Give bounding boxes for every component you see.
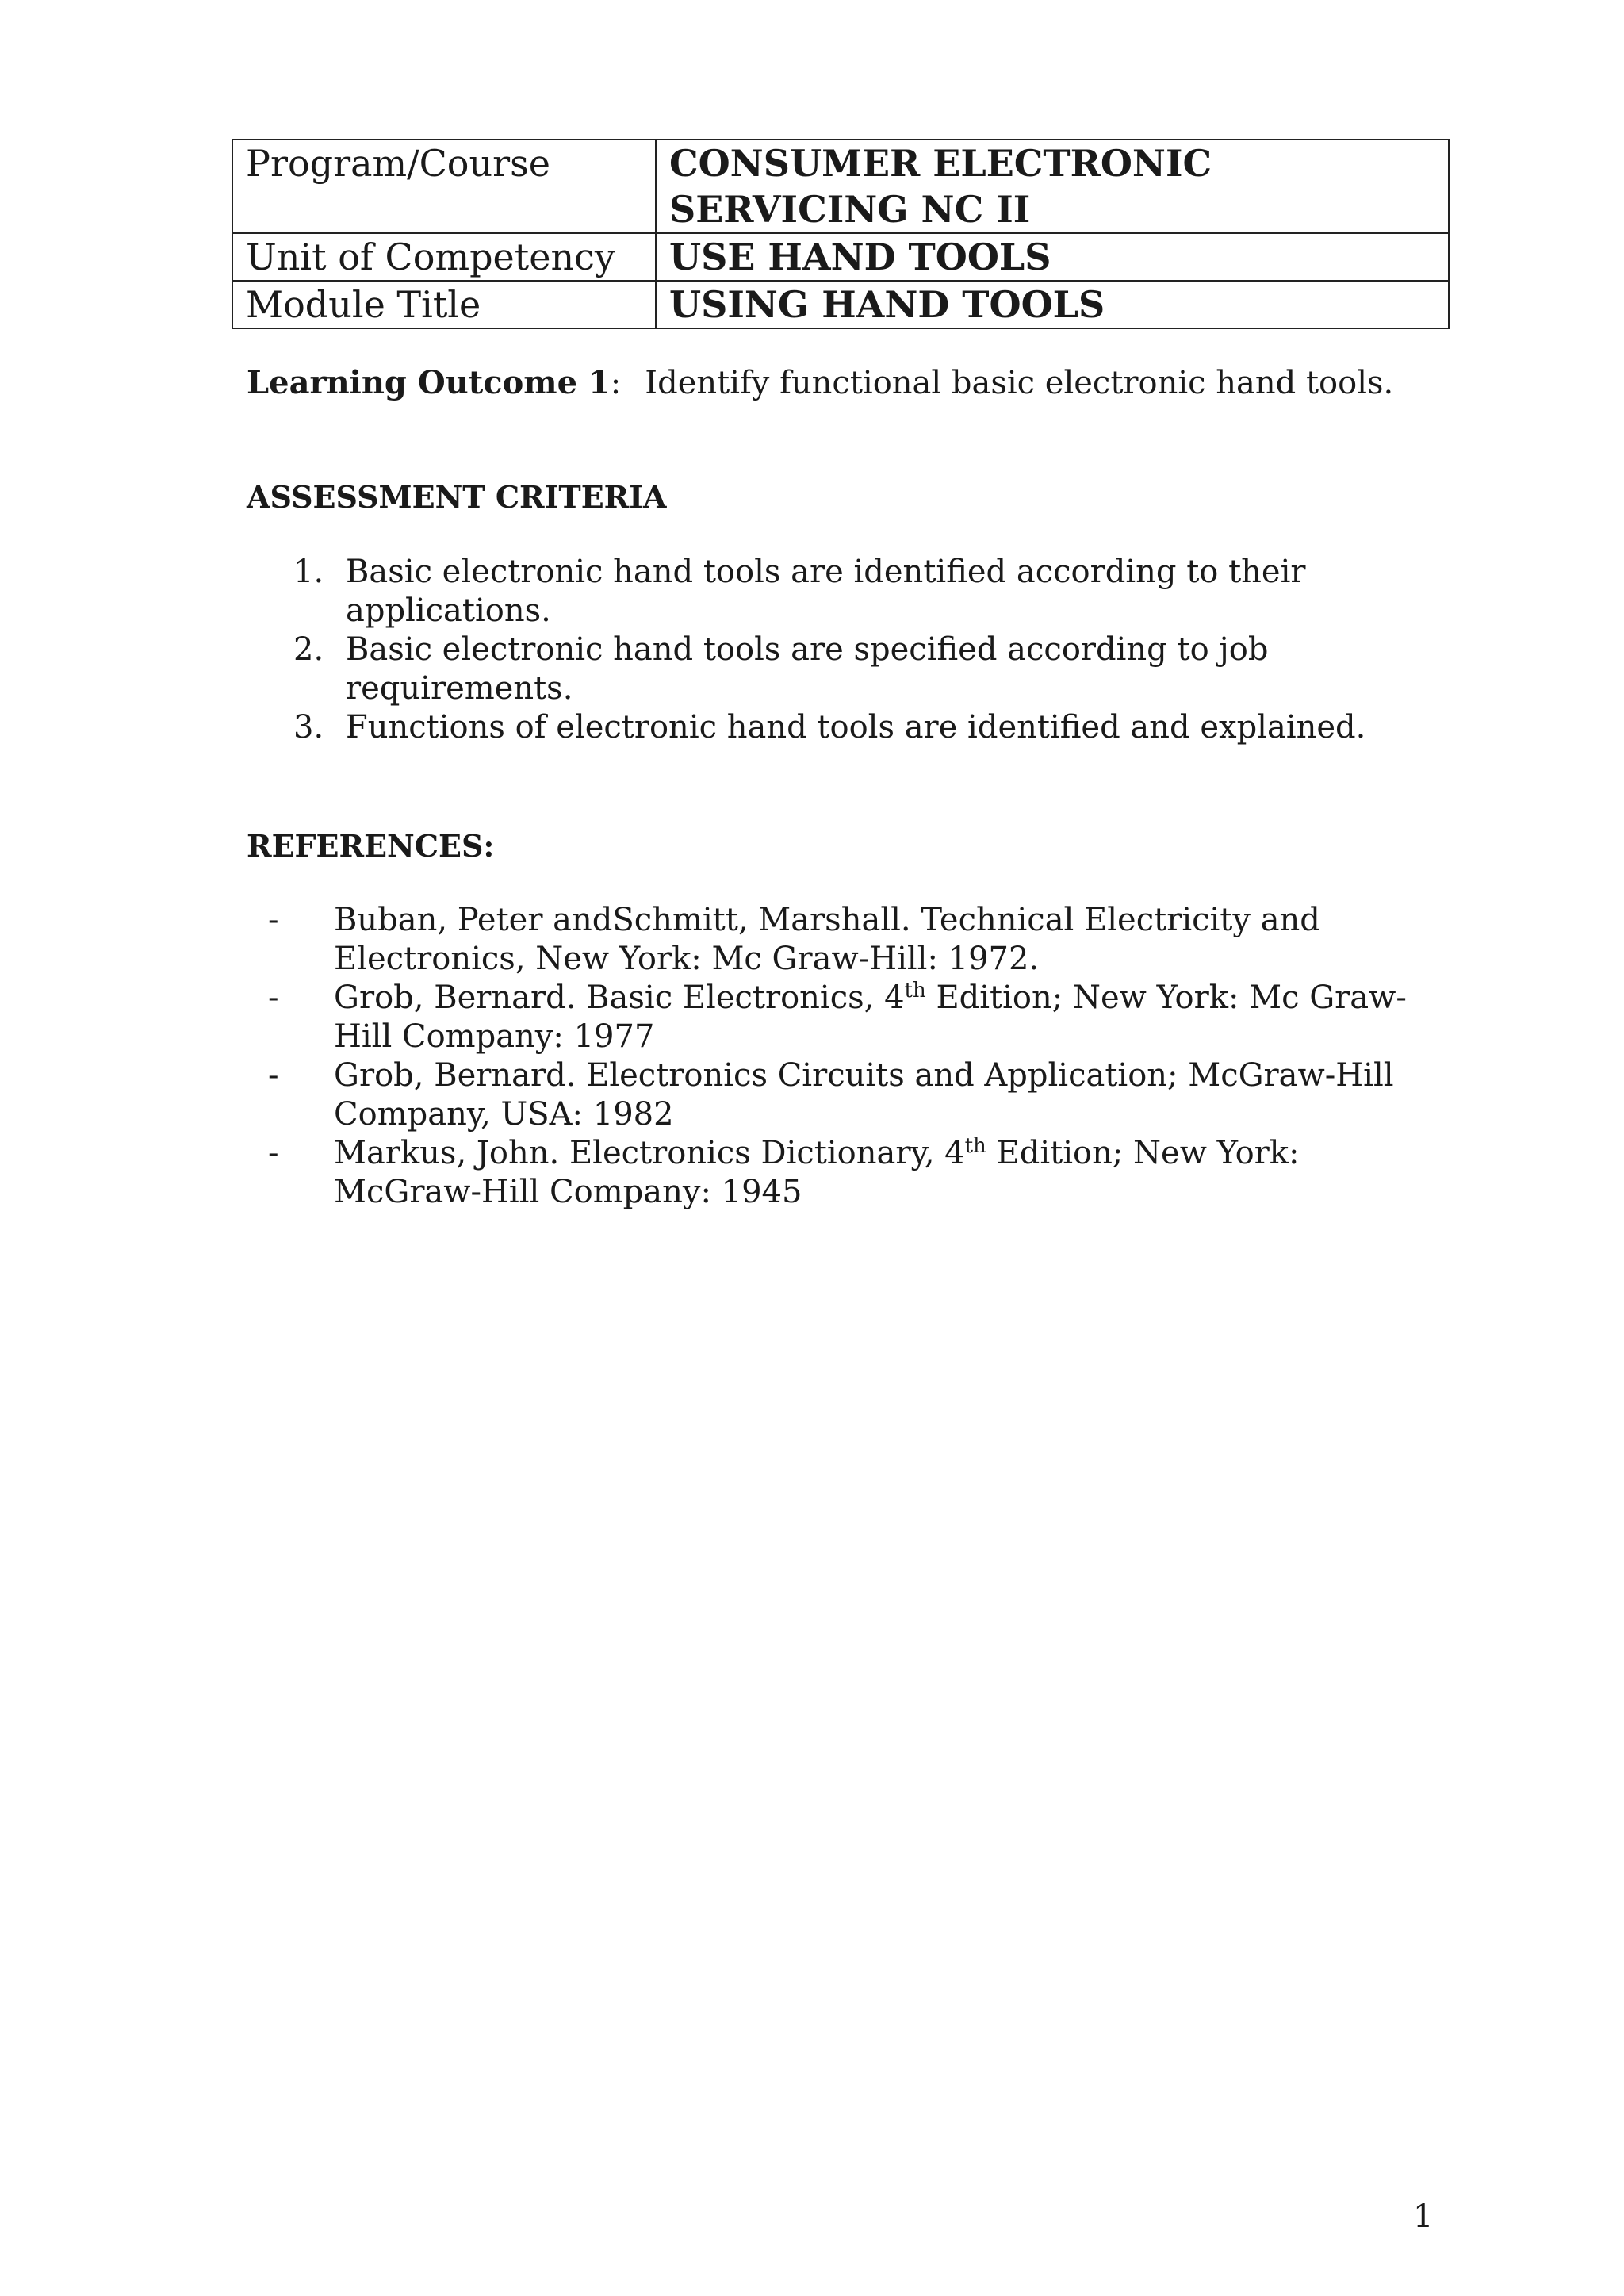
module-title-value: USING HAND TOOLS bbox=[656, 281, 1449, 328]
reference-line2: Electronics, New York: Mc Graw-Hill: 1972. bbox=[334, 941, 1040, 977]
list-item-number: 1. bbox=[293, 554, 324, 590]
list-item bbox=[293, 553, 1404, 631]
reference-item bbox=[268, 1134, 1426, 1212]
reference-line2: Hill Company: 1977 bbox=[334, 1018, 655, 1055]
table-row bbox=[232, 140, 1449, 233]
reference-item bbox=[268, 1056, 1426, 1134]
reference-line1: Grob, Bernard. Electronics Circuits and Application; McGraw-Hill bbox=[334, 1057, 1394, 1094]
references-heading: REFERENCES: bbox=[247, 828, 495, 864]
reference-line1-pre: Grob, Bernard. Basic Electronics, 4 bbox=[334, 979, 905, 1016]
list-item-text-line1: Basic electronic hand tools are identified according to their bbox=[346, 554, 1306, 590]
learning-outcome-colon: : bbox=[610, 365, 622, 401]
ordinal-superscript: th bbox=[964, 1134, 986, 1158]
program-course-label: Program/Course bbox=[232, 140, 656, 233]
bullet-dash: - bbox=[268, 1057, 279, 1094]
references-list bbox=[268, 901, 1426, 1212]
program-course-value-line1: CONSUMER ELECTRONIC bbox=[669, 142, 1212, 185]
table-row bbox=[232, 233, 1449, 281]
assessment-criteria-list bbox=[293, 553, 1404, 747]
course-info-table bbox=[232, 139, 1450, 329]
reference-line1-pre: Markus, John. Electronics Dictionary, 4 bbox=[334, 1135, 965, 1171]
list-item-text-line2: applications. bbox=[346, 592, 551, 629]
bullet-dash: - bbox=[268, 979, 279, 1016]
reference-line1-post: Edition; New York: Mc Graw- bbox=[925, 979, 1407, 1016]
list-item bbox=[293, 631, 1404, 708]
program-course-value bbox=[656, 140, 1449, 233]
table-row bbox=[232, 281, 1449, 328]
reference-line2: Company, USA: 1982 bbox=[334, 1096, 674, 1133]
list-item-text-line1: Basic electronic hand tools are specified according to job bbox=[346, 631, 1269, 668]
assessment-criteria-heading: ASSESSMENT CRITERIA bbox=[247, 479, 667, 515]
unit-of-competency-label: Unit of Competency bbox=[232, 233, 656, 281]
reference-line1-post: Edition; New York: bbox=[986, 1135, 1300, 1171]
list-item-number: 3. bbox=[293, 709, 324, 746]
list-item bbox=[293, 708, 1404, 747]
list-item-number: 2. bbox=[293, 631, 324, 668]
list-item-text-line1: Functions of electronic hand tools are identified and explained. bbox=[346, 709, 1366, 746]
unit-of-competency-value: USE HAND TOOLS bbox=[656, 233, 1449, 281]
learning-outcome bbox=[247, 361, 1393, 405]
reference-line2: McGraw-Hill Company: 1945 bbox=[334, 1174, 802, 1210]
reference-item bbox=[268, 979, 1426, 1056]
module-title-label: Module Title bbox=[232, 281, 656, 328]
reference-line1: Buban, Peter andSchmitt, Marshall. Technical Electricity and bbox=[334, 902, 1320, 938]
learning-outcome-text: Identify functional basic electronic hand tools. bbox=[645, 365, 1394, 401]
bullet-dash: - bbox=[268, 902, 279, 938]
ordinal-superscript: th bbox=[904, 979, 926, 1002]
learning-outcome-label: Learning Outcome 1 bbox=[247, 364, 611, 401]
program-course-value-line2: SERVICING NC II bbox=[669, 188, 1031, 231]
bullet-dash: - bbox=[268, 1135, 279, 1171]
page-number: 1 bbox=[1413, 2198, 1434, 2235]
reference-item bbox=[268, 901, 1426, 979]
list-item-text-line2: requirements. bbox=[346, 670, 573, 707]
